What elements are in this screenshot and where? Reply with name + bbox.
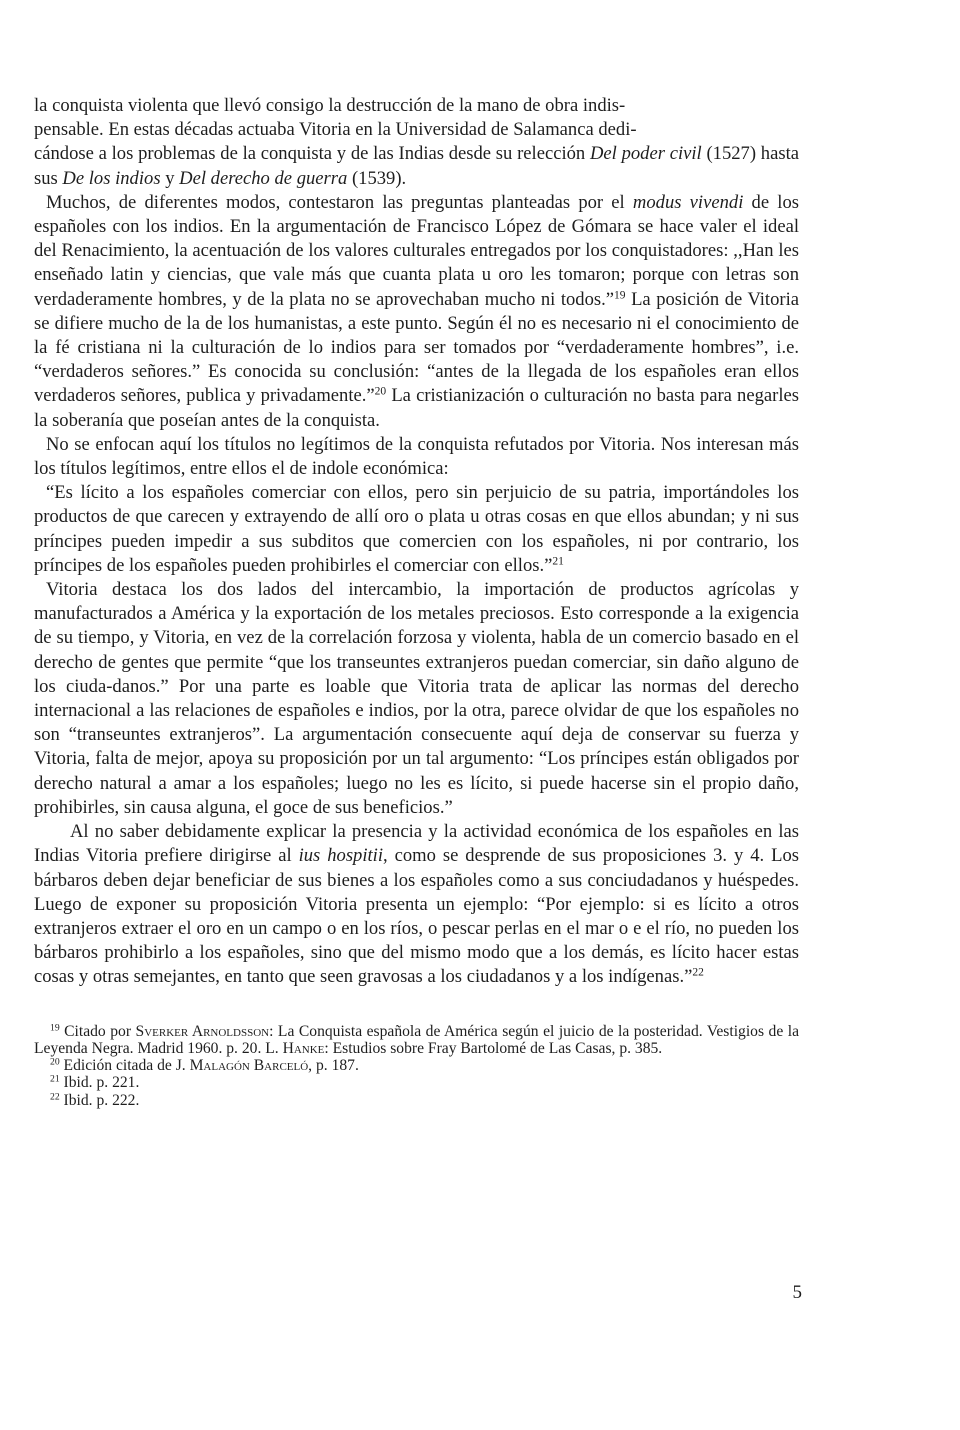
footnote-20 [34,1057,799,1074]
footnotes [34,1023,799,1109]
footnote-author: Hanke [282,1039,325,1057]
paragraph-1-text-a: (1527) hasta sus [34,143,799,189]
footnote-author: Sverker Arnoldsson [135,1022,270,1040]
footnote-22 [34,1092,799,1109]
title-del-poder-civil: Del poder civil [589,143,702,165]
footnote-ref-20: 20 [374,386,387,399]
paragraph-1-line-3: cándose a los problemas de la conquista y de las Indias desde su relección [34,143,590,165]
paragraph-4-text: “Es lícito a los españoles comerciar con ellos, pero sin perjuicio de su patria, importándoles los productos de que carecen y extrayendo de allí oro o plata u otras cosas en que ellos abundan; y ni sus príncipes pueden impedir a sus subditos que comercien con los españoles, ni por contrario, los príncipes de los españoles pueden prohibirles el comerciar con ellos.” [34,482,799,576]
footnote-text: , p. 187. [308,1057,359,1075]
paragraph-6 [34,820,799,989]
paragraph-1-text-b: y [160,167,180,189]
page-number: 5 [792,1282,802,1303]
footnote-text: Edición citada de J. [59,1057,190,1075]
footnote-author: Malagón Barceló [189,1057,309,1075]
footnote-number: 19 [50,1022,60,1034]
paragraph-5-text: Vitoria destaca los dos lados del intercambio, la importación de productos agrícolas y manufacturados a América y la exportación de los metales preciosos. Esto corresponde a la exigencia de su tiempo, y Vitoria, en vez de la correlación forzosa y violenta, habla de un comercio basado en el derecho de gentes que permite “que los transeuntes extranjeros puedan comerciar, sin daño alguno de los ciuda-danos.” Por una parte es loable que Vitoria trata de aplicar las normas del derecho internacional a las relaciones de españoles e indios, por la otra, parece olvidar de que los españoles no son “transeuntes extranjeros”. La argumentación consecuente aquí deja de conservar su fuerza y Vitoria, falta de mejor, apoya su proposición por un tal argumento: “Los príncipes están obligados por derecho natural a amar a los españoles; luego no les es lícito, si puede hacerse sin el propio daño, prohibirles, sin causa alguna, el goce de sus beneficios.” [34,579,799,818]
paragraph-2-text-2: La posición de Vitoria se difiere mucho de la de los humanistas, a este punto. Según él no es necesario ni el conocimiento de la fé cristiana ni la culturación de lo indios para ser tomados por “verdaderamente hombres”, i.e. “verdaderos señores.” Es conocida su conclusión: “antes de la llegada de los españoles eran ellos verdaderos señores, publica y privadamente.” [34,288,800,407]
body-text [34,94,799,990]
paragraph-1-line-1: la conquista violenta que llevó consigo la destrucción de la mano de obra indis- [34,95,626,116]
footnote-ref-21: 21 [552,555,564,568]
paragraph-2 [34,191,799,433]
paragraph-1 [34,94,799,191]
paragraph-6-text: , como se desprende de sus proposiciones 3. y 4. Los bárbaros deben dejar beneficiar de sus bienes a los españoles como a sus conciudadanos y huéspedes. Luego de exponer su proposición Vitoria presenta un ejemplo: “Por ejemplo: si es lícito a otros extranjeros extraer el oro en un campo o en los ríos, o pescar perlas en el mar o e el río, no pueden los bárbaros prohibirlo a los españoles, sino que del mismo modo que a los demás, es lícito hacer estas cosas y otras semejantes, en tanto que seen gravosas a los ciudadanos y a los indígenas.” [34,845,799,988]
paragraph-4-quote [34,481,799,578]
paragraph-2-text-3: La cristianización o culturación no basta para negarles la soberanía que poseían antes de la conquista. [34,385,799,431]
paragraph-3 [34,433,799,481]
paragraph-3-text: No se enfocan aquí los títulos no legítimos de la conquista refutados por Vitoria. Nos interesan más los títulos legítimos, entre ellos el de indole económica: [34,433,799,480]
document-page [34,94,799,1109]
footnote-ref-22: 22 [692,966,704,979]
footnote-21 [34,1074,799,1091]
paragraph-2-text: de los españoles con los indios. En la argumentación de Francisco López de Gómara se hace valer el ideal del Renacimiento, la acentuación de los valores culturales entregados por los conquistadores: ,,Han les enseñado latin y ciencias, que vale más que cuanta plata u oro les tomaron; porque con letras son verdaderamente hombres, y de la plata no se aprovechaban mucho ni todos.” [34,191,799,310]
footnote-number: 21 [50,1074,60,1086]
term-modus-vivendi: modus vivendi [632,191,744,213]
title-del-derecho-de-guerra: Del derecho de guerra [179,167,348,189]
paragraph-6-start: Al no saber debidamente explicar la presencia y la actividad económica de los españoles en las Indias Vitoria prefiere dirigirse al [34,821,799,867]
footnote-text: Ibid. p. 222. [59,1091,140,1109]
footnote-ref-19: 19 [614,289,626,302]
footnote-text: Citado por [59,1022,136,1040]
paragraph-1-text-c: (1539). [347,167,407,189]
footnote-text: Ibid. p. 221. [59,1074,140,1092]
paragraph-5 [34,578,799,820]
footnote-text: : Estudios sobre Fray Bartolomé de Las Casas, p. 385. [324,1039,663,1057]
term-ius-hospitii: ius hospitii [298,845,384,867]
footnote-text: : La Conquista española de América según el juicio de la posteridad. Vestigios de la Leyenda Negra. Madrid 1960. p. 20. L. [34,1022,799,1057]
footnote-number: 22 [50,1091,60,1103]
title-de-los-indios: De los indios [62,167,161,189]
footnote-19 [34,1023,799,1058]
paragraph-1-line-2: pensable. En estas décadas actuaba Vitoria en la Universidad de Salamanca dedi- [34,119,637,141]
footnote-number: 20 [50,1056,60,1068]
paragraph-2-start: Muchos, de diferentes modos, contestaron las preguntas planteadas por el [46,191,633,213]
